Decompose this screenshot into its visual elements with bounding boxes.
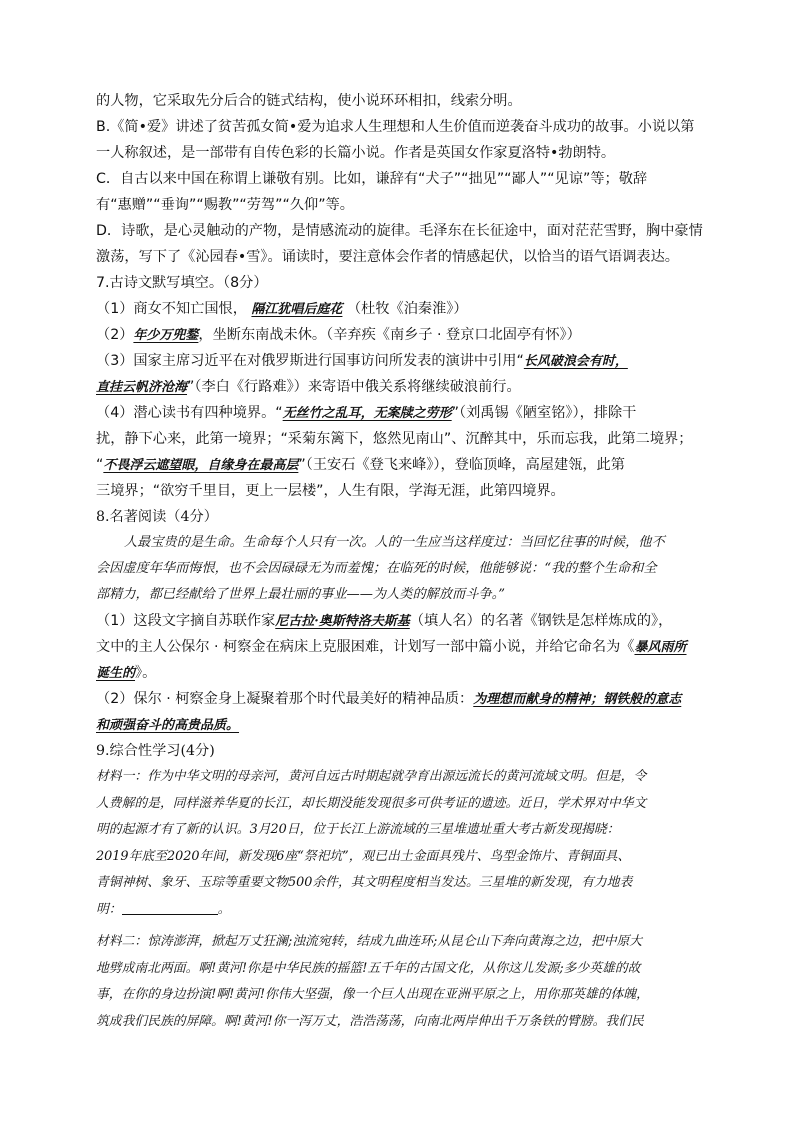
material-line-suffix: 。	[217, 901, 231, 917]
q7-item-3-cont	[96, 374, 704, 400]
option-b-line: B.《简•爱》讲述了贫苦孤女简•爱为追求人生理想和人生价值而逆袭奋斗成功的故事。小说以第	[96, 119, 695, 135]
question-9-heading: 9.综合性学习(4分)	[96, 743, 215, 759]
q8-2-prefix: （2）保尔 · 柯察金身上凝聚着那个时代最美好的精神品质：	[96, 691, 474, 707]
material-line: 2019年底至2020年间，新发现6座“祭祀坑”，观已出土金面具残片、鸟型金饰片、青铜面具、	[96, 848, 631, 864]
q7-3-suffix: ”（李白《行路难》）来寄语中俄关系将继续破浪前行。	[187, 379, 521, 395]
q8-2-answer-part2: 和顽强奋斗的高贵品质。	[96, 718, 240, 733]
q8-excerpt	[96, 530, 704, 608]
material-line-prefix: 明：	[96, 901, 122, 917]
q7-4-mid: ”（刘禹锡《陋室铭》），排除干	[451, 405, 637, 421]
q7-4-l3-suffix: ”（王安石《登飞来峰》），登临顶峰，高屋建瓴，此第	[298, 457, 625, 473]
material-line: 材料一：作为中华文明的母亲河，黄河自远古时期起就孕育出源远流长的黄河流域文明。但是，令	[96, 769, 647, 784]
q7-4-l3-prefix: “	[96, 457, 104, 473]
q8-1-answer2-part2: 诞生的	[96, 666, 136, 681]
option-c-line: C．自古以来中国在称谓上谦敬有别。比如，谦辞有“犬子”“拙见”“鄙人”“见谅”等；敬辞	[96, 171, 648, 187]
option-c-line: 有“惠赠”“垂询”“赐教”“劳驾”“久仰”等。	[96, 197, 354, 213]
q7-item-1	[96, 296, 704, 322]
material-line: 筑成我们民族的屏障。啊!黄河!你一泻万丈，浩浩荡荡，向南北两岸伸出千万条铁的臂膀。我们民	[96, 1013, 644, 1029]
q7-2-answer: 年少万兜鍪	[133, 328, 199, 343]
material-line: 明的起源才有了新的认识。3月20日，位于长江上游流域的三星堆遗址重大考古新发现揭晓：	[96, 822, 620, 837]
option-d-line: 激荡，写下了《沁园春•雪》。诵读时，要注意体会作者的情感起伏，以恰当的语气语调表达。	[96, 249, 679, 265]
q8-1-answer: 尼古拉·奥斯特洛夫斯基	[275, 614, 410, 629]
question-7-heading: 7.古诗文默写填空。（8分）	[96, 275, 268, 291]
q7-item-2	[96, 322, 704, 348]
q7-4-answer-part2: 不畏浮云遮望眼，自缘身在最高层	[103, 458, 299, 473]
q7-item-4	[96, 400, 704, 426]
q9-material-2	[96, 929, 704, 1035]
material-line: 地劈成南北两面。啊!黄河!你是中华民族的摇篮!五千年的古国文化，从你这儿发源;多少英雄的故	[96, 960, 641, 976]
q7-2-suffix: ，坐断东南战未休。（辛弃疾《南乡子 · 登京口北固亭有怀》）	[198, 327, 581, 343]
q8-item-2-line2	[96, 712, 704, 738]
q7-item-3	[96, 348, 704, 374]
q7-1-prefix: （1）商女不知亡国恨，	[96, 301, 247, 317]
q8-1-prefix: （1）这段文字摘自苏联作家	[96, 613, 276, 629]
q7-3-prefix: （3）国家主席习近平在对俄罗斯进行国事访问所发表的演讲中引用“	[96, 353, 524, 369]
material-line: 事，在你的身边扮演!啊!黄河!你伟大坚强，像一个巨人出现在亚洲平原之上，用你那英雄的体魄，	[96, 987, 649, 1002]
q7-3-answer-part1: 长风破浪会有时，	[523, 354, 628, 369]
q7-4-answer-part1: 无丝竹之乱耳，无案牍之劳形	[282, 406, 452, 421]
q7-3-answer-part2: 直挂云帆济沧海	[96, 380, 188, 395]
q7-2-prefix: （2）	[96, 327, 134, 343]
excerpt-line: 人最宝贵的是生命。生命每个人只有一次。人的一生应当这样度过：当回忆往事的时候，他不	[124, 535, 665, 550]
q8-1-l2-prefix: 文中的主人公保尔 · 柯察金在病床上克服困难，计划写一部中篇小说，并给它命名为《	[96, 639, 635, 655]
excerpt-line: 会因虚度年华而悔恨，也不会因碌碌无为而羞愧；在临死的时候，他能够说：“我的整个生命和全	[96, 561, 657, 576]
q8-item-1-line2	[96, 634, 704, 660]
q8-1-suffix: （填人名）的名著《钢铁是怎样炼成的》，	[409, 613, 673, 629]
material-line: 材料二：惊涛澎湃，掀起万丈狂澜;浊流宛转，结成九曲连环;从昆仑山下奔向黄海之边，把中原大	[96, 934, 643, 949]
q7-1-suffix: （杜牧《泊秦淮》）	[346, 301, 468, 317]
page-content	[96, 88, 704, 1035]
q8-item-1-line3	[96, 660, 704, 686]
q8-item-1	[96, 608, 704, 634]
material-line	[96, 897, 704, 924]
q7-item-4-line3	[96, 452, 704, 478]
answer-blank[interactable]	[122, 900, 218, 915]
q7-item-4-line4: 三境界；“欲穷千里目，更上一层楼”，人生有限，学海无涯，此第四境界。	[96, 483, 565, 499]
q7-1-answer: 隔江犹唱后庭花	[251, 302, 343, 317]
material-line: 人费解的是，同样滋养华夏的长江，却长期没能发现很多可供考证的遗迹。近日，学术界对中华文	[96, 795, 647, 811]
q8-item-2	[96, 686, 704, 712]
q8-1-l3-suffix: 》。	[135, 665, 157, 681]
q7-item-4-line2: 扰，静下心来，此第一境界；“采菊东篱下，悠然见南山”、沉醉其中，乐而忘我，此第二境界；	[96, 431, 693, 447]
material-line: 青铜神树、象牙、玉琮等重要文物500余件，其文明程度相当发达。三星堆的新发现，有力地表	[96, 875, 633, 890]
q7-4-prefix: （4）潜心读书有四种境界。“	[96, 405, 283, 421]
q8-1-answer2-part1: 暴风雨所	[634, 640, 687, 655]
question-8-heading: 8.名著阅读（4分）	[96, 509, 218, 525]
option-d-line: D．诗歌，是心灵触动的产物，是情感流动的旋律。毛泽东在长征途中，面对茫茫雪野，胸中豪情	[96, 223, 703, 239]
option-b-line: 一人称叙述，是一部带有自传色彩的长篇小说。作者是英国女作家夏洛特•勃朗特。	[96, 145, 616, 161]
excerpt-line: 部精力，都已经献给了世界上最壮丽的事业——为人类的解放而斗争。”	[96, 587, 505, 602]
text-line: 的人物，它采取先分后合的链式结构，使小说环环相扣，线索分明。	[96, 93, 522, 109]
q8-2-answer-part1: 为理想而献身的精神；钢铁般的意志	[473, 692, 682, 707]
q9-material-1	[96, 764, 704, 923]
